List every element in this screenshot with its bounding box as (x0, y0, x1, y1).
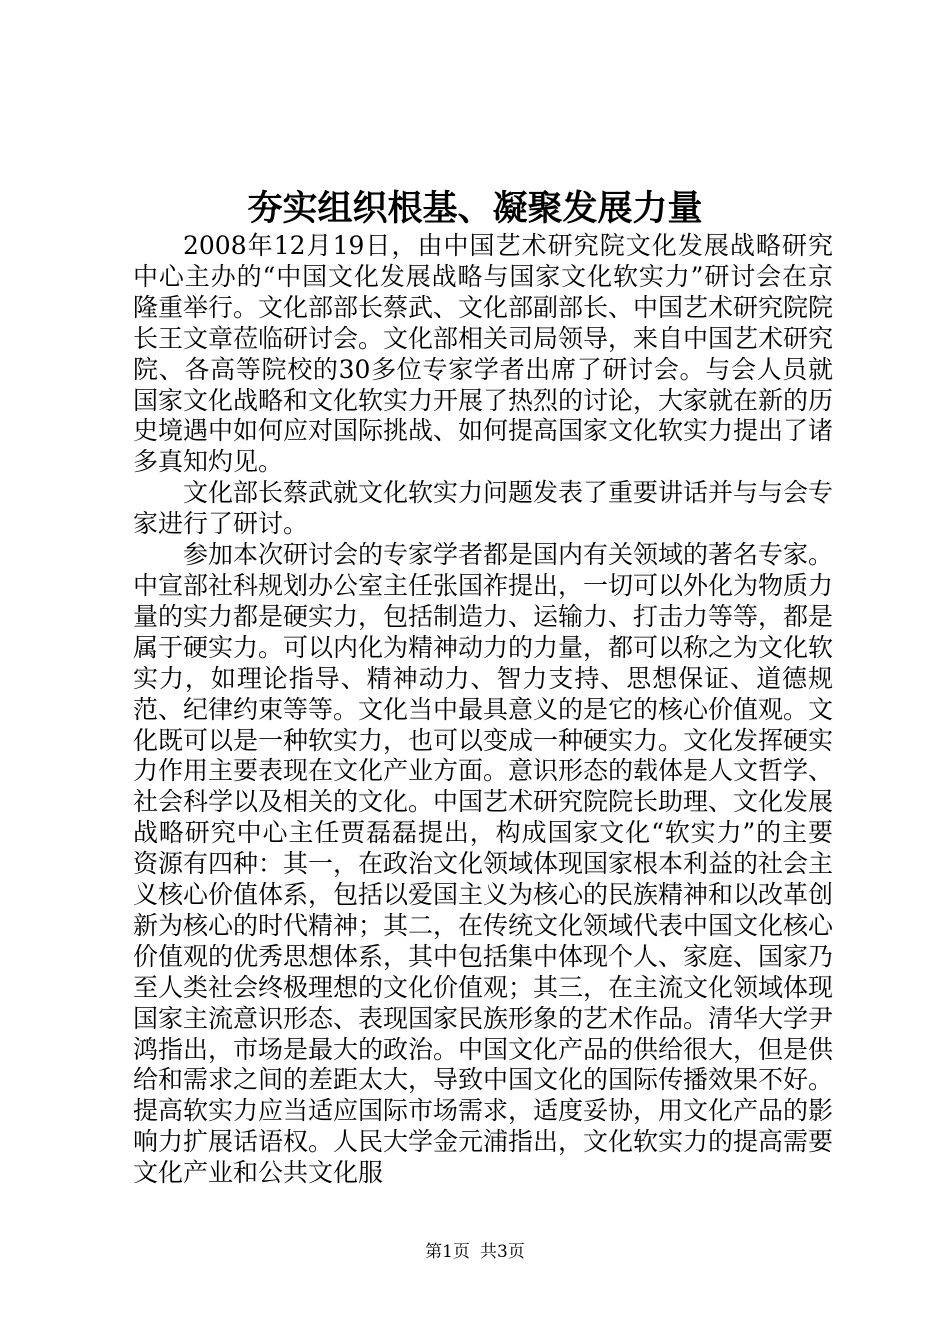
page-total: 共3页 (480, 1242, 525, 1262)
paragraph-2: 文化部长蔡武就文化软实力问题发表了重要讲话并与与会专家进行了研讨。 (133, 478, 834, 539)
page-footer (0, 1240, 950, 1264)
paragraph-3: 参加本次研讨会的专家学者都是国内有关领域的著名专家。中宣部社科规划办公室主任张国祚提出，一切可以外化为物质力量的实力都是硬实力，包括制造力、运输力、打击力等等，都是属于硬实力。可以内化为精神动力的力量，都可以称之为文化软实力，如理论指导、精神动力、智力支持、思想保证、道德规范、纪律约束等等。文化当中最具意义的是它的核心价值观。文化既可以是一种软实力，也可以变成一种硬实力。文化发挥硬实力作用主要表现在文化产业方面。意识形态的载体是人文哲学、社会科学以及相关的文化。中国艺术研究院院长助理、文化发展战略研究中心主任贾磊磊提出，构成国家文化“软实力”的主要资源有四种：其一，在政治文化领域体现国家根本利益的社会主义核心价值体系，包括以爱国主义为核心的民族精神和以改革创新为核心的时代精神；其二，在传统文化领域代表中国文化核心价值观的优秀思想体系，其中包括集中体现个人、家庭、国家乃至人类社会终极理想的文化价值观；其三，在主流文化领域体现国家主流意识形态、表现国家民族形象的艺术作品。清华大学尹鸿指出，市场是最大的政治。中国文化产品的供给很大，但是供给和需求之间的差距太大，导致中国文化的国际传播效果不好。提高软实力应当适应国际市场需求，适度妥协，用文化产品的影响力扩展话语权。人民大学金元浦指出，文化软实力的提高需要文化产业和公共文化服 (133, 540, 834, 1188)
document-body (133, 231, 833, 1189)
page-number: 第1页 (425, 1242, 470, 1262)
paragraph-1: 2008年12月19日，由中国艺术研究院文化发展战略研究中心主办的“中国文化发展战略与国家文化软实力”研讨会在京隆重举行。文化部部长蔡武、文化部副部长、中国艺术研究院院长王文章莅临研讨会。文化部相关司局领导，来自中国艺术研究院、各高等院校的30多位专家学者出席了研讨会。与会人员就国家文化战略和文化软实力开展了热烈的讨论，大家就在新的历史境遇中如何应对国际挑战、如何提高国家文化软实力提出了诸多真知灼见。 (133, 231, 834, 477)
document-title: 夯实组织根基、凝聚发展力量 (247, 188, 703, 229)
